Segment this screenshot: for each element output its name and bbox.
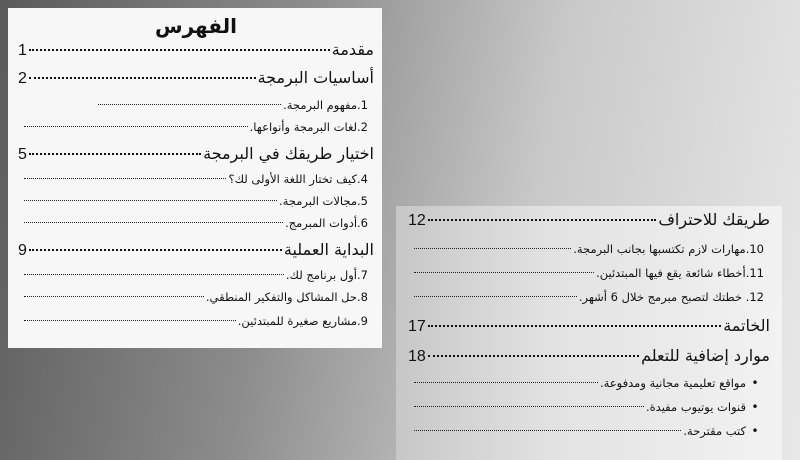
toc-page-right: [396, 206, 782, 460]
toc-subentry: [18, 314, 374, 336]
dot-leader: [24, 273, 284, 275]
toc-entry-label: مواقع تعليمية مجانية ومدفوعة.: [600, 376, 746, 390]
toc-entry-label: 1.مفهوم البرمجة.: [283, 98, 368, 112]
dot-leader: [29, 76, 256, 79]
toc-subentry: [18, 290, 374, 314]
dot-leader: [428, 324, 721, 327]
toc-entry-label: 5.مجالات البرمجة.: [278, 194, 368, 208]
toc-subentry: [408, 266, 770, 290]
toc-entry-label: 2.لغات البرمجة وأنواعها.: [249, 120, 368, 134]
toc-bullet-item: [408, 400, 770, 424]
toc-entry-introduction: [18, 40, 374, 68]
toc-entry-label: 8.حل المشاكل والتفكير المنطقي.: [205, 290, 368, 304]
dot-leader: [414, 271, 594, 273]
toc-page-left: [8, 8, 382, 348]
dot-leader: [29, 48, 330, 51]
toc-entry-label: 10.مهارات لازم تكتسبها بجانب البرمجة.: [573, 242, 764, 256]
toc-entry-label: موارد إضافية للتعلم: [641, 346, 770, 365]
bullet-icon: •: [751, 376, 759, 390]
toc-subentry: [18, 172, 374, 194]
toc-entry-conclusion: [408, 316, 770, 346]
dot-leader: [414, 381, 598, 383]
toc-subentry: [18, 268, 374, 290]
dot-leader: [428, 218, 657, 221]
toc-page-number: 18: [408, 348, 426, 365]
toc-entry-choose-path: [18, 144, 374, 172]
dot-leader: [24, 221, 283, 223]
dot-leader: [414, 429, 681, 431]
toc-entry-programming-basics: [18, 68, 374, 98]
toc-entry-label: كتب مقترحة.: [683, 424, 746, 438]
toc-entry-label: أساسيات البرمجة: [257, 68, 374, 87]
toc-page-number: 12: [408, 212, 426, 229]
toc-entry-label: 4.كيف تختار اللغة الأولى لك؟: [228, 172, 368, 186]
toc-subentry: [18, 98, 374, 120]
toc-page-number: 17: [408, 318, 426, 335]
toc-page-number: 5: [18, 146, 27, 163]
toc-subentry: [18, 194, 374, 216]
toc-subentry: [18, 120, 374, 144]
toc-entry-label: 11.أخطاء شائعة يقع فيها المبتدئين.: [596, 266, 764, 280]
dot-leader: [29, 248, 282, 251]
dot-leader: [428, 354, 639, 357]
toc-entry-label: الخاتمة: [723, 316, 770, 335]
toc-entry-label: طريقك للاحتراف: [658, 210, 770, 229]
toc-title: الفهرس: [154, 14, 237, 38]
toc-entry-label: 6.أدوات المبرمج.: [285, 216, 368, 230]
dot-leader: [24, 319, 236, 321]
toc-entry-practical-start: [18, 240, 374, 268]
toc-page-number: 9: [18, 242, 27, 259]
toc-entry-label: مقدمة: [331, 40, 374, 59]
dot-leader: [24, 125, 248, 127]
toc-subentry: [408, 242, 770, 266]
toc-entry-path-to-pro: [408, 210, 770, 242]
toc-page-number: 1: [18, 42, 27, 59]
toc-bullet-item: [408, 424, 770, 448]
dot-leader: [98, 103, 281, 105]
toc-entry-label: البداية العملية: [283, 240, 374, 259]
dot-leader: [414, 405, 644, 407]
dot-leader: [414, 247, 571, 249]
bullet-icon: •: [751, 400, 759, 414]
toc-entry-label: قنوات يوتيوب مفيدة.: [646, 400, 746, 414]
toc-subentry: [18, 216, 374, 240]
dot-leader: [24, 199, 277, 201]
dot-leader: [414, 295, 577, 297]
toc-entry-label: 7.أول برنامج لك.: [285, 268, 368, 282]
toc-entry-label: اختيار طريقك في البرمجة: [203, 144, 374, 163]
toc-entry-extra-resources: [408, 346, 770, 376]
toc-bullet-item: [408, 376, 770, 400]
dot-leader: [24, 177, 226, 179]
dot-leader: [29, 152, 201, 155]
dot-leader: [24, 295, 204, 297]
toc-page-number: 2: [18, 70, 27, 87]
bullet-icon: •: [751, 424, 759, 438]
toc-entry-label: 12. خطتك لتصبح مبرمج خلال 6 أشهر.: [578, 290, 764, 304]
toc-subentry: [408, 290, 770, 316]
toc-entry-label: 9.مشاريع صغيرة للمبتدئين.: [237, 314, 368, 328]
